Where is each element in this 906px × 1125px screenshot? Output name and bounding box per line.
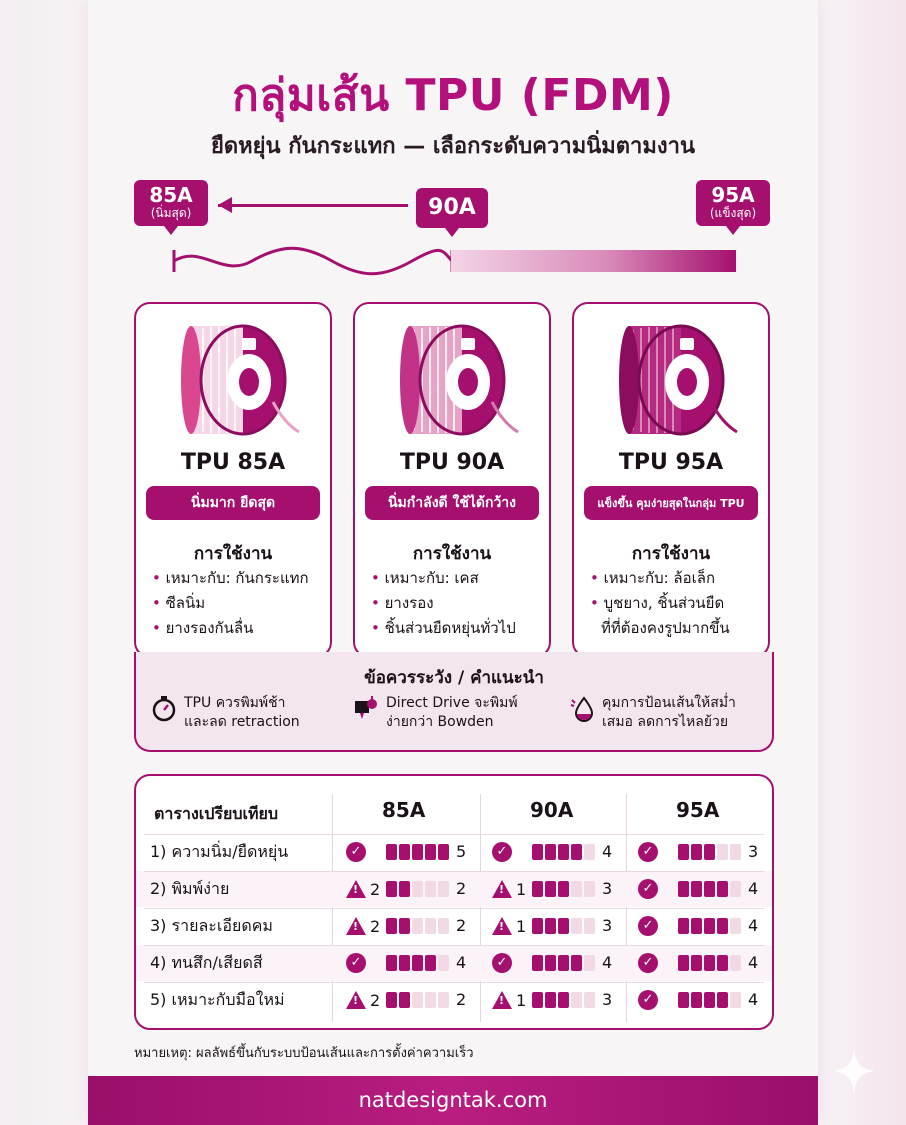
score-bar — [532, 992, 595, 1008]
score-segment — [532, 955, 543, 971]
score-bar — [678, 844, 741, 860]
sparkle-icon — [832, 1046, 876, 1096]
score-cell — [346, 990, 472, 1010]
scale-wave — [172, 240, 454, 280]
list-item: • ซีลนิ่ม — [152, 591, 309, 616]
check-icon: ✓ — [492, 953, 512, 973]
score-segment — [438, 992, 449, 1008]
score-cell — [492, 842, 618, 862]
score-segment — [558, 918, 569, 934]
score-segment — [399, 844, 410, 860]
warning-count: 2 — [370, 990, 381, 1010]
check-icon: ✓ — [638, 879, 658, 899]
list-item: • เหมาะกับ: ล้อเล็ก — [590, 566, 730, 591]
score-segment — [691, 844, 702, 860]
scale-pointer — [726, 226, 740, 235]
score-segment — [691, 992, 702, 1008]
score-segment — [571, 881, 582, 897]
check-icon: ✓ — [638, 953, 658, 973]
score-segment — [412, 881, 423, 897]
score-segment — [730, 918, 741, 934]
score-value: 2 — [456, 879, 467, 898]
warning-count: 1 — [516, 879, 527, 899]
tip-line: เสมอ ลดการไหลย้วย — [602, 714, 729, 730]
table-column-header: 90A — [530, 798, 574, 822]
scale-grade: 85A — [149, 183, 193, 207]
score-bar — [386, 844, 449, 860]
score-bar — [532, 844, 595, 860]
table-column-header: 95A — [676, 798, 720, 822]
score-segment — [425, 955, 436, 971]
tip-item — [150, 694, 300, 732]
score-bar — [532, 918, 595, 934]
list-item: • ยางรองกันลื่น — [152, 616, 309, 641]
card-usage-heading: การใช้งาน — [412, 544, 492, 564]
spool-icon — [382, 322, 522, 437]
scale-tag-90a — [416, 188, 488, 228]
page-subtitle: ยืดหยุ่น กันกระแทก — เลือกระดับความนิ่มตามงาน — [210, 134, 696, 159]
score-segment — [545, 881, 556, 897]
tip-line: Direct Drive จะพิมพ์ — [386, 695, 518, 711]
score-segment — [412, 844, 423, 860]
tip-line: และลด retraction — [184, 714, 300, 730]
card-title: TPU 95A — [618, 450, 724, 475]
score-segment — [438, 881, 449, 897]
score-cell — [346, 879, 472, 899]
extruder-icon — [352, 694, 380, 722]
score-bar — [678, 918, 741, 934]
score-segment — [678, 844, 689, 860]
score-segment — [730, 881, 741, 897]
list-item: • บูชยาง, ชิ้นส่วนยืด — [590, 591, 730, 616]
table-column-header: 85A — [382, 798, 426, 822]
card-tpu-90a — [353, 302, 551, 658]
score-bar — [678, 992, 741, 1008]
score-segment — [584, 881, 595, 897]
score-segment — [571, 844, 582, 860]
warning-icon: ! — [492, 991, 512, 1009]
row-label: 1) ความนิ่ม/ยืดหยุ่น — [150, 842, 289, 861]
score-value: 3 — [602, 879, 613, 898]
row-divider — [144, 871, 764, 872]
card-usage-list — [590, 566, 730, 641]
score-segment — [678, 955, 689, 971]
score-segment — [438, 844, 449, 860]
score-segment — [399, 881, 410, 897]
warning-icon: ! — [492, 917, 512, 935]
score-cell — [346, 953, 472, 973]
scale-pointer — [164, 226, 178, 235]
list-item: • เหมาะกับ: กันกระแทก — [152, 566, 309, 591]
scale-tag-85a — [134, 180, 208, 226]
score-cell — [492, 879, 618, 899]
table-row — [136, 945, 772, 981]
check-icon: ✓ — [638, 916, 658, 936]
card-tpu-95a — [572, 302, 770, 658]
score-segment — [678, 881, 689, 897]
score-cell — [492, 953, 618, 973]
score-segment — [412, 955, 423, 971]
score-segment — [386, 918, 397, 934]
card-title: TPU 85A — [180, 450, 286, 475]
check-icon: ✓ — [638, 842, 658, 862]
score-cell — [638, 990, 764, 1010]
score-segment — [545, 844, 556, 860]
warning-icon: ! — [346, 880, 366, 898]
score-bar — [386, 881, 449, 897]
row-label: 3) รายละเอียดคม — [150, 916, 273, 935]
check-icon: ✓ — [638, 990, 658, 1010]
score-segment — [558, 844, 569, 860]
score-segment — [584, 844, 595, 860]
list-item: • ชิ้นส่วนยืดหยุ่นทั่วไป — [371, 616, 516, 641]
table-header-label: ตารางเปรียบเทียบ — [154, 804, 279, 823]
spool-icon — [601, 322, 741, 437]
tip-line: TPU ควรพิมพ์ช้า — [184, 695, 286, 711]
score-segment — [730, 992, 741, 1008]
score-segment — [545, 918, 556, 934]
score-value: 5 — [456, 842, 467, 861]
score-cell — [638, 953, 764, 973]
score-segment — [532, 881, 543, 897]
tip-item — [352, 694, 518, 732]
poster — [88, 0, 818, 1125]
score-value: 3 — [602, 916, 613, 935]
score-segment — [691, 881, 702, 897]
score-cell — [638, 916, 764, 936]
card-usage-heading: การใช้งาน — [631, 544, 711, 564]
score-bar — [532, 881, 595, 897]
warning-count: 2 — [370, 916, 381, 936]
score-segment — [386, 955, 397, 971]
score-segment — [532, 918, 543, 934]
score-segment — [704, 992, 715, 1008]
score-segment — [399, 992, 410, 1008]
scale-note: (นิ่มสุด) — [150, 206, 192, 220]
score-segment — [425, 844, 436, 860]
card-tagline: นิ่มมาก ยืดสุด — [146, 486, 320, 520]
score-value: 4 — [748, 990, 759, 1009]
warning-icon: ! — [346, 917, 366, 935]
score-segment — [704, 881, 715, 897]
score-segment — [412, 992, 423, 1008]
footer-website[interactable]: natdesigntak.com — [88, 1076, 818, 1125]
scale-grade: 90A — [428, 195, 476, 220]
score-segment — [425, 918, 436, 934]
score-cell — [638, 879, 764, 899]
score-segment — [386, 992, 397, 1008]
score-segment — [386, 844, 397, 860]
score-value: 3 — [602, 990, 613, 1009]
scale-grade: 95A — [711, 183, 755, 207]
score-segment — [438, 918, 449, 934]
score-segment — [704, 955, 715, 971]
score-segment — [558, 992, 569, 1008]
score-bar — [386, 918, 449, 934]
score-segment — [532, 992, 543, 1008]
row-label: 4) ทนสึก/เสียดสี — [150, 953, 263, 972]
scale-gradient-bar — [451, 250, 736, 272]
check-icon: ✓ — [492, 842, 512, 862]
score-segment — [545, 992, 556, 1008]
score-segment — [571, 955, 582, 971]
tips-heading: ข้อควรระวัง / คำแนะนำ — [364, 668, 544, 688]
card-usage-list — [371, 566, 516, 641]
score-cell — [492, 990, 618, 1010]
warning-icon: ! — [492, 880, 512, 898]
table-row — [136, 982, 772, 1018]
score-segment — [691, 918, 702, 934]
check-icon: ✓ — [346, 953, 366, 973]
droplet-icon — [568, 694, 596, 722]
comparison-table — [134, 774, 774, 1030]
score-bar — [386, 955, 449, 971]
score-bar — [532, 955, 595, 971]
tip-line: คุมการป้อนเส้นให้สม่ำ — [602, 695, 736, 711]
score-bar — [386, 992, 449, 1008]
score-segment — [717, 955, 728, 971]
warning-icon: ! — [346, 991, 366, 1009]
footnote: หมายเหตุ: ผลลัพธ์ขึ้นกับระบบป้อนเส้นและการตั้งค่าความเร็ว — [134, 1046, 474, 1061]
score-cell — [346, 916, 472, 936]
card-title: TPU 90A — [399, 450, 505, 475]
row-divider — [144, 982, 764, 983]
score-segment — [678, 992, 689, 1008]
score-segment — [717, 844, 728, 860]
row-divider — [144, 908, 764, 909]
scale-tag-95a — [696, 180, 770, 226]
score-segment — [717, 992, 728, 1008]
score-cell — [346, 842, 472, 862]
score-segment — [571, 918, 582, 934]
table-row — [136, 834, 772, 870]
score-segment — [704, 844, 715, 860]
score-segment — [399, 955, 410, 971]
score-bar — [678, 881, 741, 897]
score-segment — [584, 918, 595, 934]
table-row — [136, 871, 772, 907]
score-segment — [425, 881, 436, 897]
score-segment — [386, 881, 397, 897]
warning-count: 1 — [516, 990, 527, 1010]
score-value: 4 — [748, 879, 759, 898]
tips-panel — [134, 652, 774, 752]
warning-count: 1 — [516, 916, 527, 936]
score-segment — [678, 918, 689, 934]
score-segment — [730, 844, 741, 860]
score-segment — [399, 918, 410, 934]
warning-count: 2 — [370, 879, 381, 899]
score-value: 4 — [748, 916, 759, 935]
score-segment — [584, 955, 595, 971]
list-item: • เหมาะกับ: เคส — [371, 566, 516, 591]
score-segment — [545, 955, 556, 971]
score-segment — [571, 992, 582, 1008]
scale-arrow-line — [218, 204, 408, 207]
page-title: กลุ่มเส้น TPU (FDM) — [232, 70, 674, 121]
score-segment — [438, 955, 449, 971]
spool-icon — [163, 322, 303, 437]
card-tagline: แข็งขึ้น คุมง่ายสุดในกลุ่ม TPU — [584, 486, 758, 520]
card-usage-list — [152, 566, 309, 641]
check-icon: ✓ — [346, 842, 366, 862]
score-segment — [717, 881, 728, 897]
scale-note: (แข็งสุด) — [709, 206, 757, 220]
list-item: • ยางรอง — [371, 591, 516, 616]
row-divider — [144, 834, 764, 835]
score-cell — [492, 916, 618, 936]
score-segment — [584, 992, 595, 1008]
score-segment — [704, 918, 715, 934]
score-segment — [558, 881, 569, 897]
stopwatch-icon — [150, 694, 178, 722]
score-value: 2 — [456, 990, 467, 1009]
score-cell — [638, 842, 764, 862]
row-label: 2) พิมพ์ง่าย — [150, 879, 230, 898]
score-bar — [678, 955, 741, 971]
score-value: 3 — [748, 842, 759, 861]
card-tpu-85a — [134, 302, 332, 658]
scale-pointer — [445, 228, 459, 237]
score-segment — [425, 992, 436, 1008]
list-item: ที่ที่ต้องคงรูปมากขึ้น — [601, 619, 730, 637]
score-value: 4 — [602, 953, 613, 972]
tip-line: ง่ายกว่า Bowden — [386, 714, 494, 730]
table-row — [136, 908, 772, 944]
score-value: 4 — [748, 953, 759, 972]
score-value: 4 — [456, 953, 467, 972]
row-label: 5) เหมาะกับมือใหม่ — [150, 990, 285, 1009]
score-segment — [691, 955, 702, 971]
card-usage-heading: การใช้งาน — [193, 544, 273, 564]
tip-item — [568, 694, 736, 732]
row-divider — [144, 945, 764, 946]
score-segment — [730, 955, 741, 971]
score-segment — [532, 844, 543, 860]
score-segment — [558, 955, 569, 971]
score-value: 4 — [602, 842, 613, 861]
score-segment — [412, 918, 423, 934]
score-segment — [717, 918, 728, 934]
card-tagline: นิ่มกำลังดี ใช้ได้กว้าง — [365, 486, 539, 520]
score-value: 2 — [456, 916, 467, 935]
